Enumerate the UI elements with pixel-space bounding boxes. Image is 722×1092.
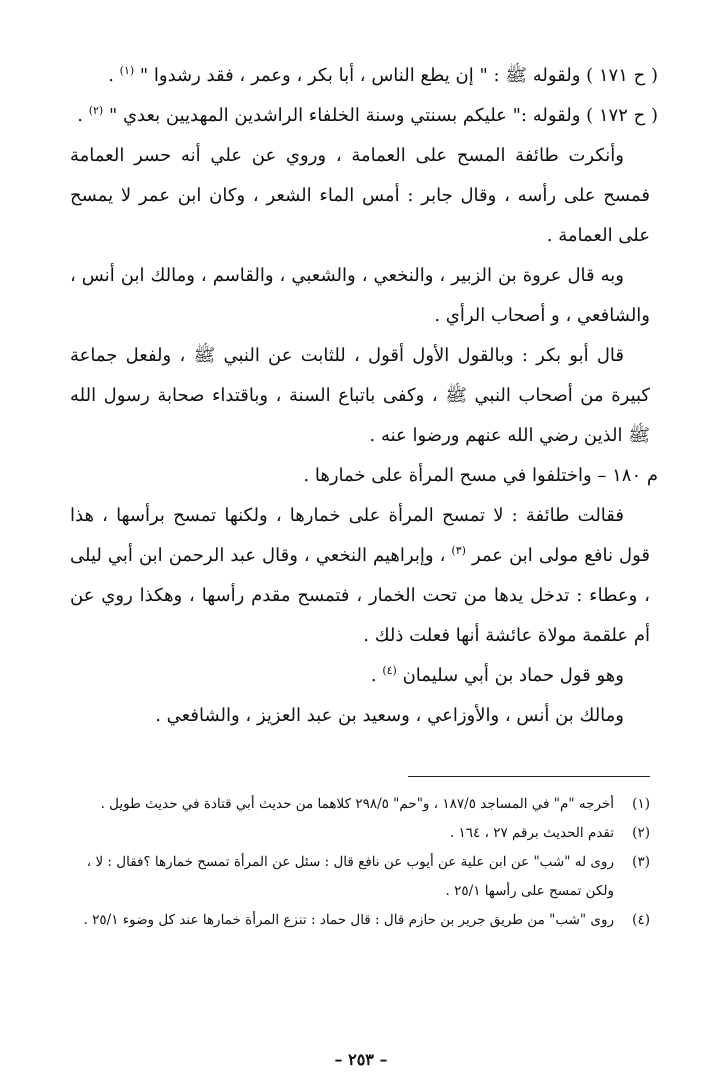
footnote-2 [78,819,650,848]
paragraph-5-part-a: وهو قول حماد بن أبي سليمان [402,665,624,686]
page-number: – ٢٥٣ – [334,1050,388,1069]
issue-180-heading: م ١٨٠ – واختلفوا في مسح المرأة على خمارها . [303,465,658,486]
footnote-text: روى "شب" من طريق جرير بن حازم قال : قال حماد : تنزع المرأة خمارها عند كل وضوء ٢٥/١ . [83,912,614,928]
hadith-172-text: ( ح ١٧٢ ) ولقوله :" عليكم بسنتي وسنة الخلفاء الراشدين المهديين بعدي " [108,105,658,126]
footnote-ref-4: (٤) [382,664,397,677]
footnote-divider [408,776,650,777]
footnote-3 [78,848,650,906]
footnote-1 [78,790,650,819]
paragraph-4-part-a: فقالت طائفة : لا تمسح المرأة على خمارها ، ولكنها تمسح برأسها ، هذا قول نافع مولى ابن عمر [70,505,650,566]
paragraph-5-part-b: . [370,665,377,686]
hadith-171-text: ( ح ١٧١ ) ولقوله ﷺ : " إن يطع الناس ، أبا بكر ، وعمر ، فقد رشدوا " [139,65,658,86]
footnote-4 [78,906,650,935]
paragraph-3: قال أبو بكر : وبالقول الأول أقول ، للثابت عن النبي ﷺ ، ولفعل جماعة كبيرة من أصحاب النبي ﷺ ، وكفى باتباع السنة ، وباقتداء صحابة رسول الله ﷺ الذين رضي الله عنهم ورضوا عنه . [70,345,650,446]
hadith-171: ( ح ١٧١ ) ولقوله ﷺ : " إن يطع الناس ، أبا بكر ، وعمر ، فقد رشدوا " $^{(١)}$ . [108,64,658,86]
footnotes [78,790,650,935]
paragraph-5 [70,656,650,696]
footnote-text: أخرجه "م" في المساجد ١٨٧/٥ ، و"حم" ٢٩٨/٥ كلاهما من حديث أبي قتادة في حديث طويل . [100,796,614,812]
paragraph-2: وبه قال عروة بن الزبير ، والنخعي ، والشعبي ، والقاسم ، ومالك ابن أنس ، والشافعي ، و أصحاب الرأي . [70,265,650,326]
footnote-ref-3: (٣) [451,544,466,557]
hadith-172: ( ح ١٧٢ ) ولقوله :" عليكم بسنتي وسنة الخلفاء الراشدين المهديين بعدي " $^{(٢)}$ . [77,104,658,126]
footnote-ref-2: (٢) [88,104,104,117]
footnote-number: (٣) [632,854,650,870]
paragraph-4-part-b: ، وإبراهيم النخعي ، وقال عبد الرحمن ابن أبي ليلى ، وعطاء : تدخل يدها من تحت الخمار ، فتمسح مقدم رأسها ، وهكذا روي عن أم علقمة مولاة عائشة أنها فعلت ذلك . [70,545,650,646]
footnote-text: تقدم الحديث برقم ٢٧ ، ١٦٤ . [449,825,614,841]
footnote-number: (١) [632,796,650,812]
footnote-text: روى له "شب" عن ابن علية عن أيوب عن نافع قال : سئل عن المرأة تمسح خمارها ؟فقال : لا ، ولكن تمسح على رأسها ٢٥/١ . [86,854,614,899]
main-text [70,56,658,736]
footnote-ref-1: (١) [119,64,135,77]
paragraph-6: ومالك بن أنس ، والأوزاعي ، وسعيد بن عبد العزيز ، والشافعي . [155,705,624,726]
paragraph-1: وأنكرت طائفة المسح على العمامة ، وروي عن علي أنه حسر العمامة فمسح على رأسه ، وقال جابر : أمس الماء الشعر ، وكان ابن عمر لا يمسح على العمامة . [70,145,650,246]
footnote-number: (٤) [632,912,650,928]
paragraph-4 [70,496,650,656]
footnote-number: (٢) [632,825,650,841]
